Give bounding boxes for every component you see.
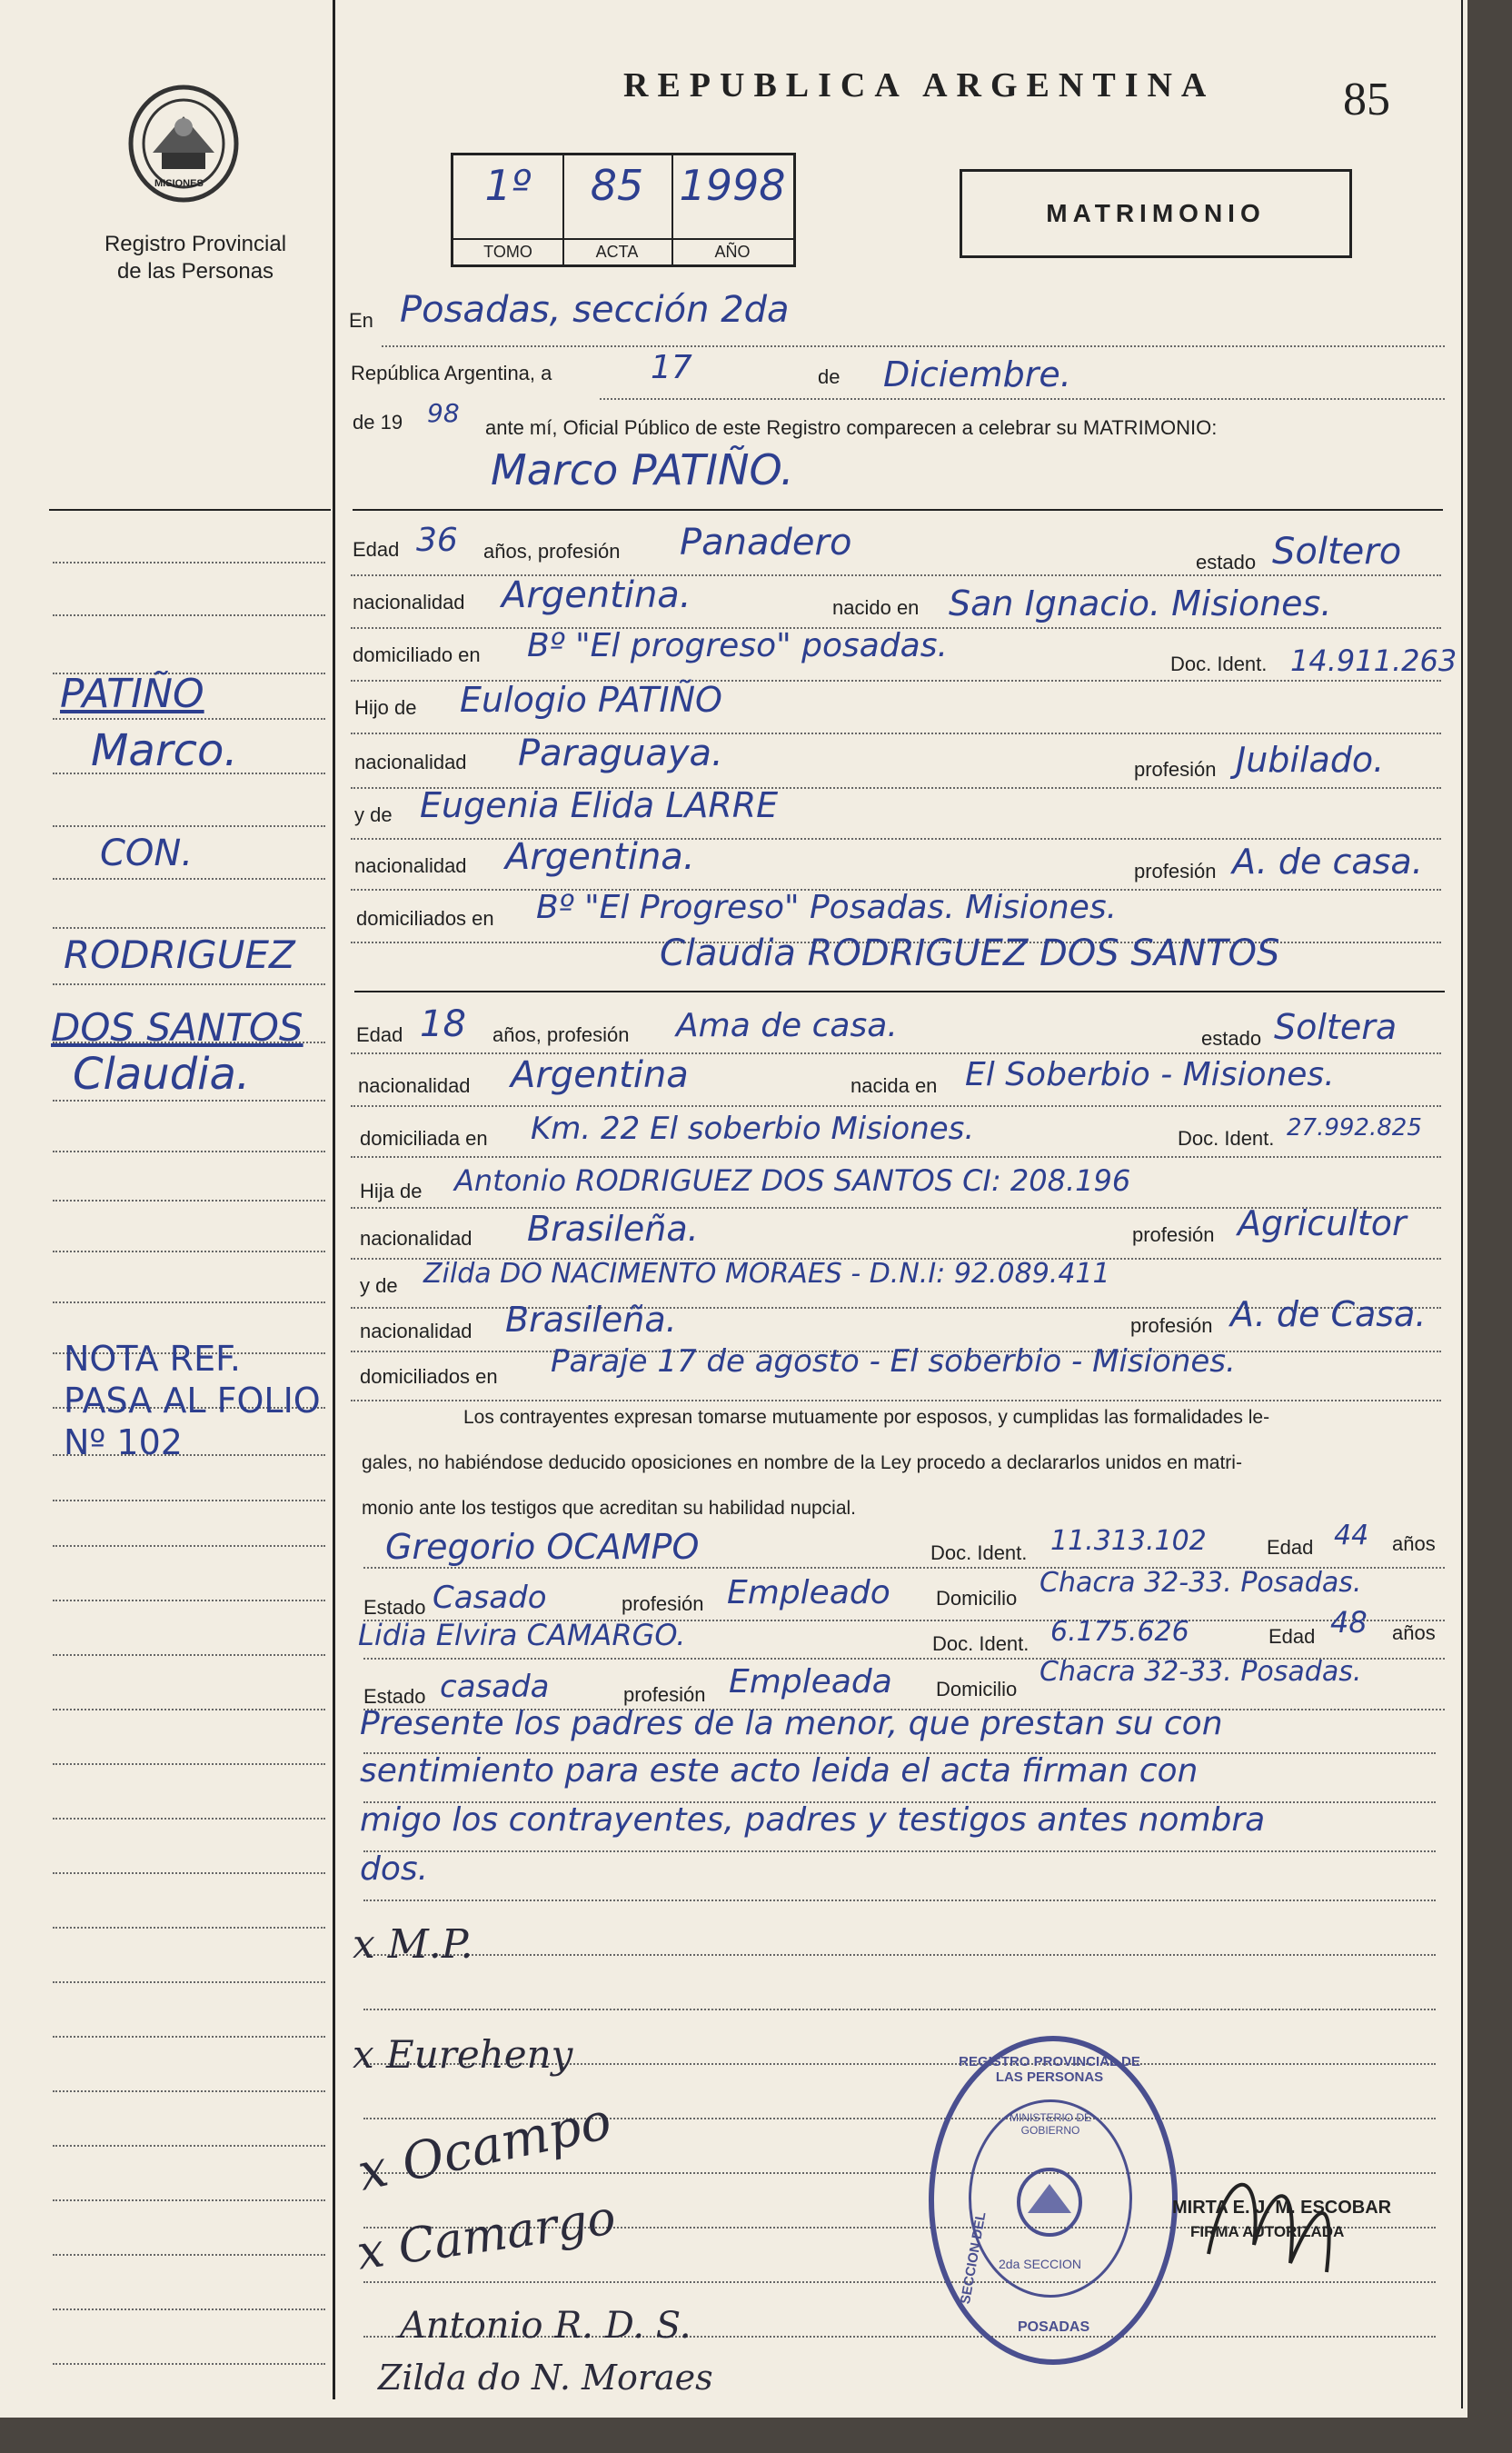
- nacionalidad-label-bm: nacionalidad: [360, 1320, 472, 1342]
- witness1-age: 44: [1334, 1520, 1369, 1551]
- nacionalidad-label-3: nacionalidad: [354, 854, 467, 877]
- note-line-2: sentimiento para este acto leida el acta firman con: [360, 1752, 1199, 1790]
- bride-nationality: Argentina: [511, 1054, 689, 1096]
- witness2-status: casada: [440, 1669, 550, 1705]
- bride-father: Antonio RODRIGUEZ DOS SANTOS CI: 208.196: [454, 1163, 1131, 1198]
- edad-label: Edad: [353, 538, 400, 561]
- note-line-4: dos.: [360, 1850, 429, 1888]
- groom-status: Soltero: [1272, 531, 1402, 573]
- ano-cell: [671, 155, 793, 264]
- witness2-edad-label: Edad: [1268, 1625, 1316, 1648]
- groom-father-nationality: Paraguaya.: [518, 733, 723, 774]
- statement: ante mí, Oficial Público de este Registro comparecen a celebrar su MATRIMONIO:: [485, 416, 1218, 439]
- rule: [600, 398, 1445, 400]
- rule: [53, 562, 325, 563]
- coat-of-arms-icon: [1013, 2166, 1086, 2239]
- witness2-profession: Empleada: [729, 1663, 892, 1700]
- month: Diciembre.: [883, 354, 1071, 394]
- rule: [363, 2009, 1436, 2010]
- groom-mother-nationality: Argentina.: [505, 836, 695, 878]
- y-de-label-bride: y de: [360, 1274, 398, 1297]
- margin-divider: [333, 0, 335, 2399]
- declaration-line-2: gales, no habiéndose deducido oposiciones en nombre de la Ley procedo a declararlos unidos en matri-: [362, 1452, 1242, 1473]
- right-border: [1461, 0, 1463, 2408]
- bride-father-profession: Agricultor: [1238, 1203, 1407, 1243]
- profesion-label: profesión: [1134, 758, 1217, 781]
- margin-bride-surname2: DOS SANTOS: [51, 1005, 303, 1050]
- acta-label: ACTA: [562, 238, 671, 264]
- rule: [53, 1709, 325, 1710]
- acta-cell: [562, 155, 673, 264]
- rule: [53, 2363, 325, 2365]
- rule: [53, 1818, 325, 1820]
- witness1-edad-label: Edad: [1267, 1536, 1314, 1559]
- acta-value: 85: [590, 161, 644, 210]
- witness1-domicilio-label: Domicilio: [936, 1587, 1018, 1610]
- signature-1: x M.P.: [353, 1921, 473, 1968]
- nacionalidad-label-2: nacionalidad: [354, 751, 467, 773]
- profesion-label-bm: profesión: [1130, 1314, 1213, 1337]
- note-line-1: Presente los padres de la menor, que prestan su con: [360, 1705, 1223, 1742]
- groom-mother-profession: A. de casa.: [1232, 842, 1423, 882]
- witness2-age: 48: [1330, 1605, 1368, 1640]
- rule: [53, 2145, 325, 2147]
- bride-birthplace: El Soberbio - Misiones.: [965, 1056, 1335, 1093]
- signature-3: x Ocampo: [353, 2091, 617, 2203]
- witness2-name: Lidia Elvira CAMARGO.: [358, 1618, 686, 1652]
- margin-note: NOTA REF. PASA AL FOLIO Nº 102: [64, 1339, 321, 1462]
- year-suffix: 98: [427, 398, 460, 428]
- seal-inner-text: MINISTERIO DE GOBIERNO: [1009, 2111, 1091, 2137]
- rule: [53, 1251, 325, 1252]
- rule: [53, 2308, 325, 2310]
- rule: [363, 1752, 1436, 1754]
- estado-label-bride: estado: [1201, 1027, 1262, 1050]
- domiciliada-en-label: domiciliada en: [360, 1127, 488, 1150]
- bride-doc: 27.992.825: [1287, 1114, 1422, 1142]
- rule: [353, 509, 1443, 511]
- seal-bottom-text: POSADAS: [1018, 2319, 1090, 2335]
- tomo-value: 1º: [484, 161, 532, 210]
- bride-name: Claudia RODRIGUEZ DOS SANTOS: [660, 932, 1280, 974]
- bride-parents-address: Paraje 17 de agosto - El soberbio - Misiones.: [551, 1343, 1236, 1380]
- witness1-status: Casado: [433, 1580, 547, 1616]
- domiciliados-en-label-bride: domiciliados en: [360, 1365, 498, 1388]
- doc-ident-label-bride: Doc. Ident.: [1178, 1127, 1275, 1150]
- witness2-estado-label: Estado: [363, 1685, 426, 1708]
- rule: [53, 1600, 325, 1601]
- rule: [351, 1156, 1441, 1158]
- rule: [53, 1545, 325, 1547]
- day: 17: [651, 349, 692, 386]
- margin-bride-given: Claudia.: [73, 1049, 251, 1100]
- witness2-anos-label: años: [1392, 1621, 1436, 1644]
- groom-father: Eulogio PATIÑO: [460, 680, 722, 720]
- rule: [53, 614, 325, 616]
- groom-address: Bº "El progreso" posadas.: [527, 627, 948, 664]
- edad-label-bride: Edad: [356, 1023, 403, 1046]
- bride-status: Soltera: [1274, 1007, 1398, 1047]
- rule: [351, 1400, 1441, 1401]
- declaration-line-1: Los contrayentes expresan tomarse mutuamente por esposos, y cumplidas las formalidades le-: [463, 1407, 1270, 1428]
- rule: [53, 1100, 325, 1102]
- witness1-name: Gregorio OCAMPO: [385, 1527, 700, 1567]
- ano-value: 1998: [679, 161, 786, 210]
- signature-4: x Camargo: [353, 2190, 620, 2281]
- witness2-profesion-label: profesión: [623, 1683, 706, 1706]
- witness1-profession: Empleado: [727, 1574, 890, 1611]
- groom-father-profession: Jubilado.: [1236, 740, 1385, 780]
- hija-de-label: Hija de: [360, 1180, 423, 1202]
- signature-5: Antonio R. D. S.: [400, 2305, 691, 2347]
- rule: [354, 991, 1445, 992]
- bride-father-nationality: Brasileña.: [527, 1209, 699, 1249]
- bride-profession: Ama de casa.: [676, 1007, 898, 1044]
- margin-given: Marco.: [91, 725, 238, 776]
- witness1-doc-label: Doc. Ident.: [930, 1541, 1028, 1564]
- seal-left-text: SECCION DEL: [957, 2210, 990, 2306]
- rule: [363, 1900, 1436, 1901]
- groom-nationality: Argentina.: [502, 574, 691, 616]
- ano-label: AÑO: [671, 238, 793, 264]
- rule: [53, 927, 325, 929]
- rule: [363, 1850, 1436, 1852]
- registry-name: Registro Provincial de las Personas: [104, 232, 287, 284]
- rule: [53, 1981, 325, 1983]
- groom-age: 36: [416, 522, 458, 559]
- bride-address: Km. 22 El soberbio Misiones.: [531, 1111, 975, 1147]
- rule: [382, 345, 1445, 347]
- declaration-line-3: monio ante los testigos que acreditan su habilidad nupcial.: [362, 1498, 857, 1519]
- rule: [53, 1927, 325, 1929]
- margin-bride-surname: RODRIGUEZ: [64, 932, 295, 977]
- rule: [53, 1301, 325, 1303]
- estado-label: estado: [1196, 551, 1257, 573]
- place: Posadas, sección 2da: [400, 289, 790, 331]
- witness2-doc: 6.175.626: [1050, 1616, 1189, 1648]
- rule: [351, 733, 1441, 734]
- witness1-profesion-label: profesión: [622, 1592, 704, 1615]
- rule: [53, 718, 325, 720]
- groom-doc: 14.911.263: [1290, 643, 1457, 678]
- year-prefix: de 19: [353, 411, 403, 434]
- domiciliados-en-label: domiciliados en: [356, 907, 494, 930]
- nacida-en-label: nacida en: [850, 1074, 938, 1097]
- official-seal: [929, 2036, 1178, 2365]
- official-signature-icon: [1190, 2145, 1354, 2281]
- republica-label: República Argentina, a: [351, 362, 552, 384]
- signature-6: Zilda do N. Moraes: [378, 2358, 713, 2398]
- tomo-cell: [453, 155, 564, 264]
- rule: [363, 1801, 1436, 1803]
- hijo-de-label: Hijo de: [354, 696, 417, 719]
- rule: [53, 1872, 325, 1874]
- nacionalidad-label-bf: nacionalidad: [360, 1227, 472, 1250]
- signature-2: x Eureheny: [353, 2032, 573, 2077]
- witness2-doc-label: Doc. Ident.: [932, 1632, 1030, 1655]
- rule: [53, 983, 325, 985]
- witness1-address: Chacra 32-33. Posadas.: [1040, 1567, 1362, 1599]
- bride-age: 18: [420, 1003, 466, 1045]
- witness1-estado-label: Estado: [363, 1596, 426, 1619]
- en-label: En: [349, 309, 373, 332]
- rule: [53, 2199, 325, 2201]
- rule: [53, 2254, 325, 2256]
- rule: [363, 1954, 1436, 1956]
- anos-profesion-label: años, profesión: [483, 540, 621, 563]
- rule: [351, 1105, 1441, 1107]
- margin-surname: PATIÑO: [60, 671, 204, 717]
- rule: [53, 825, 325, 827]
- witness1-anos-label: años: [1392, 1532, 1436, 1555]
- y-de-label: y de: [354, 803, 393, 826]
- witness2-address: Chacra 32-33. Posadas.: [1040, 1656, 1362, 1688]
- seal-outer-text: REGISTRO PROVINCIAL DE LAS PERSONAS: [959, 2054, 1140, 2085]
- profesion-label-2: profesión: [1134, 860, 1217, 882]
- de-label: de: [818, 365, 841, 388]
- bride-mother-profession: A. de Casa.: [1230, 1294, 1427, 1334]
- rule: [53, 878, 325, 880]
- profesion-label-bf: profesión: [1132, 1223, 1215, 1246]
- margin-connector: CON.: [100, 833, 194, 874]
- rule: [53, 1200, 325, 1202]
- groom-parents-address: Bº "El Progreso" Posadas. Misiones.: [536, 889, 1118, 926]
- record-table: [451, 153, 796, 267]
- doc-ident-label: Doc. Ident.: [1170, 653, 1268, 675]
- rule: [53, 1500, 325, 1501]
- seal-inner-ring: [969, 2099, 1132, 2298]
- nacionalidad-label-bride: nacionalidad: [358, 1074, 471, 1097]
- groom-birthplace: San Ignacio. Misiones.: [949, 583, 1332, 623]
- rule: [53, 2090, 325, 2092]
- tomo-label: TOMO: [453, 238, 562, 264]
- rule: [53, 2036, 325, 2038]
- witness1-doc: 11.313.102: [1050, 1525, 1207, 1557]
- official-title: FIRMA AUTORIZADA: [1190, 2223, 1345, 2240]
- groom-name: Marco PATIÑO.: [491, 445, 794, 494]
- seal-label: MISIONES: [154, 178, 204, 189]
- nacido-en-label: nacido en: [832, 596, 920, 619]
- seal-section: 2da SECCION: [999, 2257, 1082, 2271]
- document-type-box: [960, 169, 1352, 258]
- witness2-domicilio-label: Domicilio: [936, 1678, 1018, 1700]
- country-title: REPUBLICA ARGENTINA: [623, 66, 1216, 105]
- rule: [53, 1763, 325, 1765]
- anos-profesion-label-bride: años, profesión: [492, 1023, 630, 1046]
- page-number: 85: [1343, 74, 1390, 125]
- bride-mother-nationality: Brasileña.: [505, 1300, 677, 1340]
- official-name: MIRTA E. J. M. ESCOBAR: [1172, 2198, 1392, 2218]
- rule: [53, 1151, 325, 1152]
- rule: [363, 2281, 1436, 2283]
- rule: [49, 509, 331, 511]
- note-line-3: migo los contrayentes, padres y testigos antes nombra: [360, 1801, 1266, 1839]
- document-type: MATRIMONIO: [1046, 199, 1266, 227]
- bride-mother: Zilda DO NACIMENTO MORAES - D.N.I: 92.089.411: [423, 1258, 1110, 1290]
- rule: [53, 1654, 325, 1656]
- nacionalidad-label: nacionalidad: [353, 591, 465, 613]
- domiciliado-en-label: domiciliado en: [353, 643, 481, 666]
- groom-mother: Eugenia Elida LARRE: [420, 785, 779, 825]
- groom-profession: Panadero: [680, 522, 852, 563]
